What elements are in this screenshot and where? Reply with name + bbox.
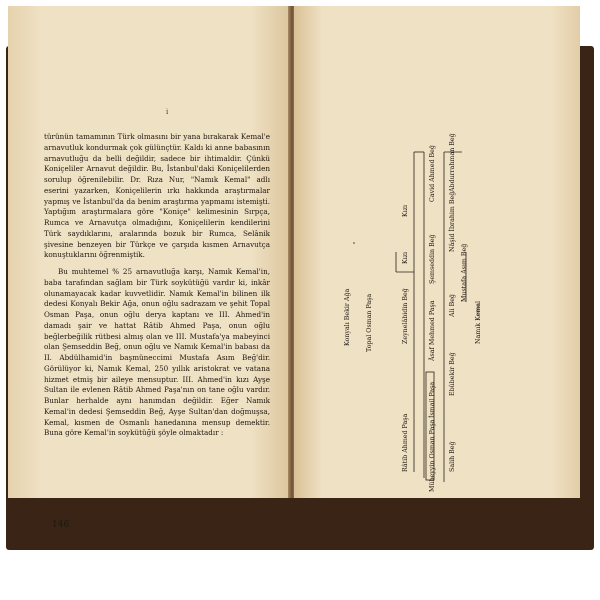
left-page-text	[44, 132, 270, 439]
margin-mark: i	[166, 108, 169, 116]
tree-gen2-kizi-1: Kızı	[402, 251, 409, 264]
tree-gen4-ebubekir: Ebûbekir Beğ	[449, 352, 456, 396]
tree-gen3-cavid: Cavid Ahmed Beğ	[429, 145, 436, 202]
tree-gen5: Mustafa Asım Beğ	[461, 243, 468, 302]
paragraph-2: Bu muhtemel % 25 arnavutluğa karşı, Namık Kemal'in, baba tarafından sağlam bir Türk soykütüğü vardır ki, inkâr olunamayacak kadar kuvvetlidir. Namık Kemal'in bilinen ilk dedesi Konyalı Bekir Ağa, onun oğlu sadrazam ve şehit Topal Osman Paşa, onun oğlu derya kaptanı ve III. Ahmed'in damadı şair ve hattat Râtib Ahmed Paşa, onun oğlu beğlerbeğilik rütbesi almış olan ve III. Mustafa'ya mabeyinci olan Şemseddin Beğ, onun oğlu ve Namık Kemal'in babası da II. Abdülhamid'in başmüneccimi Mustafa Asım Beğ'dir. Görülüyor ki, Namık Kemal, 250 yıllık aristokrat ve vatana hizmet etmiş bir aileye mensuptur. III. Ahmed'in kızı Ayşe Sultan ile evlenen Râtib Ahmed Paşa'nın on tane oğlu vardır. Bunlar herhalde aynı hanımdan değildir. Eğer Namık Kemal'in dedesi Şemseddin Beğ, Ayşe Sultan'dan doğmuşsa, Kemal, kısmen de Osmanlı hanedanına mensup demektir. Buna göre Kemal'in soykütüğü şöyle olmaktadır :	[44, 267, 270, 438]
tree-gen2-zeynel: Zeynelâbidin Beğ	[402, 288, 409, 344]
tree-gen4-salih: Salih Beğ	[449, 441, 456, 472]
page-number: 146	[52, 520, 70, 530]
tree-gen3-semseddin: Şemseddin Beğ	[429, 234, 436, 284]
tree-gen1: Topal Osman Paşa	[366, 293, 373, 352]
tree-gen3-mubeyyin: Mübeyyin Osman Paşa	[429, 419, 436, 492]
tree-gen3-asaf: Âsaf Mehmed Paşa	[429, 300, 436, 361]
tree-gen4-ali: Ali Beğ	[449, 294, 456, 317]
tree-gen6: Namık Kemal	[475, 300, 482, 344]
family-tree	[294, 52, 580, 544]
tree-root: Konyalı Bekir Ağa	[344, 288, 351, 346]
tree-gen2-kizi-2: Kızı	[402, 204, 409, 217]
paragraph-1: türünün tamamının Türk olmasını bir yana bırakarak Kemal'e arnavutluk kondurmak çok gülünçtür. Kaldı ki anne babasının arnavutluğu da belli değildir, sadece bir ihtimaldir. Çünkü Koniçeliler Arnavut değildir. Bu, İstanbul'daki Koniçelilerden sorulup öğrenilebilir. Dr. Rıza Nur, "Namık Kemal" adlı eserini yazarken, Koniçelilerin ırkı hakkında araştırmalar yapmış ve İstanbul'da da benim araştırma yapmamı istemişti. Yaptığım araştırmalara göre "Koniçe" kelimesinin Sırpça, Rumca ve Arnavutça olmadığını, Koniçelilerin kendilerini Türk saydıklarını, aralarında bozuk bir Rumca, Selânik şivesine benzeyen bir Türkçe ve çarşıda kısmen Arnavutça konuştuklarını öğrenmiştik.	[44, 132, 270, 260]
tree-gen3-ismail: İsmail Paşa	[429, 381, 436, 418]
tree-gen4-abdurrahman: Abdurrahman Beğ	[449, 133, 456, 192]
tree-gen2-ratib: Râtib Ahmed Paşa	[402, 413, 409, 472]
tree-gen4-nasid: Nâşid İbrahim Beğ	[449, 191, 456, 252]
